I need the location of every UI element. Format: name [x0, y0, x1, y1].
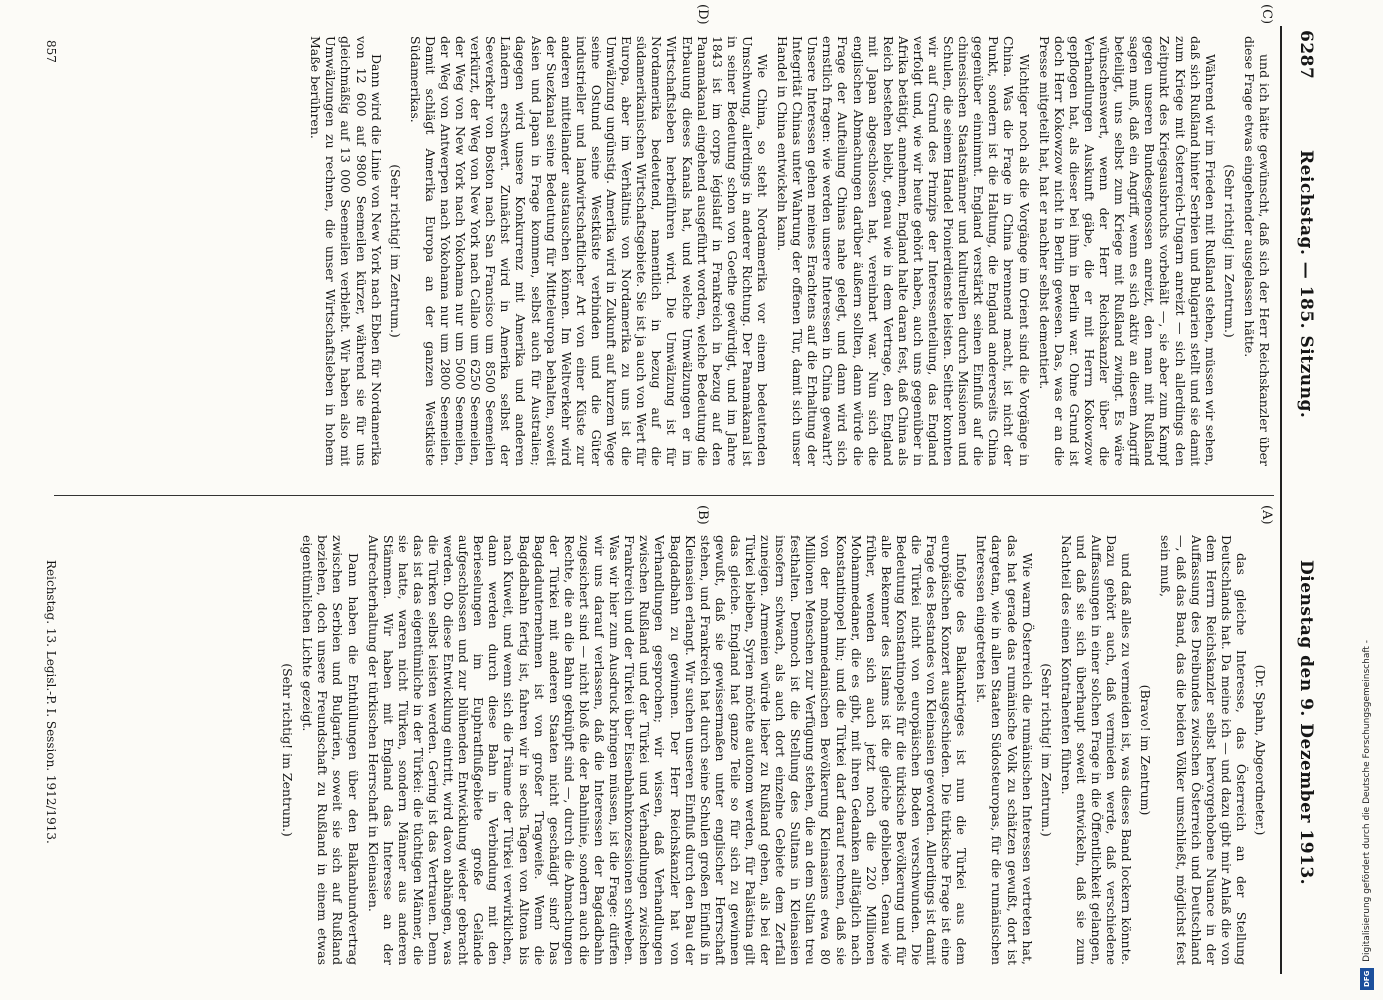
dfg-logo: DFG — [1360, 968, 1374, 990]
text-column-left — [72, 535, 1272, 965]
credit-text: Digitalisierung gefördert durch die Deutsche Forschungsgemeinschaft - — [1362, 640, 1372, 962]
paragraph: Wie China, so steht Nordamerika vor einem bedeutenden Umschwung, allerdings in anderer Richtung. Der Panamakanal ist in seiner Bedeutung schon von Goethe gewürdigt, und im Jahre 1843 ist im corps législatif in Frankreich in bezug auf den Panamakanal eingehend ausgeführt worden, welche Bedeutung die Erbauung dieses Kanals hat, und welche Umwälzungen er im Wirtschaftsleben herbeiführen wird. Die Umwälzung ist für Nordamerika bedeutend, namentlich in bezug auf die südamerikanischen Wirtschaftsgebiete. Sie ist ja auch von Wert für Europa, aber im Verhältnis von Nordamerika zu uns ist die Umwälzung ungünstig. Amerika wird in Zukunft auf kurzem Wege seine Ostund seine Westküste verbinden und die Güter industrieller und landwirtschaftlicher Art von einer Küste zur anderen mitteilander austauschen können. Im Weltverkehr wird der Suezkanal seine Bedeutung für Mitteleuropa behalten, soweit Asien und Japan in Frage kommen, selbst auch für Australien; dagegen wird unsere Konkurrenz mit Amerika und anderen Ländern erschwert. Zunächst wird in Amerika selbst der Seeverkehr von Boston nach San Francisco um 8500 Seemeilen verkürzt, der Weg von New York nach Callao um 6250 Seemeilen, der Weg von New York nach Yokohama nur um 5000 Seemeilen, der Weg von Antwerpen nach Yokohama nur um 2800 Seemeilen. Damit schlägt Amerika Europa an der ganzen Westküste Südamerikas. — [407, 36, 770, 466]
column-divider — [54, 495, 1274, 496]
paragraph: Dann wird die Linie von New York nach Ebben für Nordamerika von 12 600 auf 9800 Seemeilen kürzer, während sie für uns gleichmäßig auf 13 000 Seemeilen verbleibt. Wir haben also mit Umwälzungen zu rechnen, die unser Wirtschaftsleben in hohem Maße berühren. — [308, 36, 384, 466]
margin-marker-c: (C) — [1259, 4, 1274, 25]
margin-marker-d: (D) — [695, 4, 710, 25]
interjection: (Sehr richtig! im Zentrum.) — [387, 164, 403, 338]
paragraph: Infolge des Balkankrieges ist nun die Türkei aus dem europäischen Konzert ausgeschieden. Die türkische Frage ist eine Frage des Bestandes von Kleinasien geworden. Allerdings ist damit die Türkei nicht von europäischen Boden verschwunden. Die Bedeutung Konstantinopels für die türkische Bevölkerung und für alle Bekenner des Islams ist die gleiche geblieben. Genau wie früher, wenden sich auch jetzt noch die 220 Millionen Mohammedaner, die es gibt, mit ihren Gedanken alltäglich nach Konstantinopel hin; und die Türkei darf darauf rechnen, daß sie von der mohammedanischen Bevölkerung Kleinasiens etwa 80 Millionen Menschen zur Verfügung stehen, die an dem Sultan treu festhalten. Dennoch ist die Stellung des Sultans in Kleinasien insofern schwach, als auch dort einzelne Gebiete dem Zerfall zuneigen. Armenien würde lieber zu Rußland gehen, als bei der Türkei bleiben, Syrien möchte autonom werden, für Palästina gilt das gleiche. England hat ganze Teile so für sich zu gewinnen gewußt, daß sie gewissermaßen unter englischer Herrschaft stehen, und Frankreich hat durch seine Schulen großen Einfluß in Kleinasien erlangt. Wir suchen unseren Einfluß durch den Bau der Bagdadbahn zu gewinnen. Der Herr Reichskanzler hat von Verhandlungen gesprochen; wir wissen, daß Verhandlungen zwischen Rußland und der Türkei und Verhandlungen zwischen Frankreich und der Türkei über Eisenbahnkonzessionen schweben. Was wir hier zum Ausdruck bringen müssen, ist die Frage: dürfen wir uns darauf verlassen, daß die Interessen der Bagdadbahn zugesichert sind — nicht bloß die der Bahnlinie, sondern auch die Rechte, die an die Bahn geknüpft sind —, durch die Abmachungen der Türkei mit anderen Staaten nicht geschädigt sind? Das Bagdadunternehmen ist von großer Tragweite. Wenn die Bagdadbahn fertig ist, fahren wir in sechs Tagen von Altona bis nach Kuweit, und wenn sich die Träume der Türkei verwirklichen, dann werden durch diese Bahn in Verbindung mit den Berieselungen im Euphratflußgebiete große Gelände aufgeschlossen und zur blühenden Entwicklung wieder gebracht werden. Ob diese Entwicklung eintritt, wird davon abhängen, was die Türken selbst leisten werden. Gering ist das Vertrauen. Denn das ist das eigentümliche in der Türkei: die tüchtigen Männer, die sie hatte, waren nicht Türken, sondern Männer aus anderen Stämmen. Wir haben mit England das Interesse an der Aufrechterhaltung der türkischen Herrschaft in Kleinasien. — [365, 535, 970, 965]
footer-sheet-number: 857 — [44, 40, 58, 63]
interjection: (Sehr richtig! im Zentrum.) — [1038, 663, 1054, 837]
header-rule — [1280, 26, 1282, 974]
interjection: (Sehr richtig! im Zentrum.) — [280, 663, 296, 837]
header-date: Dienstag den 9. Dezember 1913. — [1296, 560, 1316, 886]
paragraph: Während wir im Frieden mit Rußland stehen, müssen wir sehen, daß sich Rußland hinter Serbien und Bulgarien stellt und sie damit zum Kriege mit Österreich-Ungarn anreizt — sich allerdings den Zeitpunkt des Kriegsausbruchs vorbehält —, sie aber zum Kampf gegen unseren Bundesgenossen anreizt, den man mit Rußland sagen muß, daß ein Angriff, wenn es sich aktiv an diesem Angriff beteiligt, uns selbst zum Kriege mit Rußland zwingt. Es wäre wünschenswert, wenn der Herr Reichskanzler über die Verhandlungen Auskunft gäbe, die er mit Herrn Kokowzow gepflogen hat, als dieser bei ihm in Berlin war. Ohne Grund ist doch Herr Kokowzow nicht in Berlin gewesen. Das, was er an die Presse mitgeteilt hat, hat er nachher selbst dementiert. — [1036, 36, 1218, 466]
speaker-note: (Dr. Spahn, Abgeordneter.) — [1253, 664, 1268, 836]
interjection: (Bravo! im Zentrum) — [1138, 684, 1154, 816]
paragraph: und daß alles zu vermeiden ist, was dieses Band lockern könnte. Dazu gehört auch, daß vermieden werde, daß verschiedene Auffassungen in einer solchen Frage in die Öffentlichkeit gelangen, und daß sie sich überhaupt soweit entwickeln, daß sie zum Nachteil des einen Kontrahenten führen. — [1058, 535, 1135, 965]
margin-marker-b: (B) — [695, 505, 710, 525]
paragraph: Wie warm Österreich die rumänischen Interessen vertreten hat, das hat gerade das rumänische Volk zu schätzen gewußt, dort ist dargetan, wie in allen Staaten Südosteuropas, für die rumänischen Interessen eingetreten ist. — [974, 535, 1035, 965]
footer-legislature: Reichstag. 13. Legisl.-P. I. Session. 1912/1913. — [44, 560, 58, 844]
paragraph: Dann haben die Enthüllungen über den Balkanbundvertrag zwischen Serbien und Bulgarien, soweit sie sich auf Rußland beziehen, doch unsere Freundschaft zu Rußland in einem etwas eigentümlichen Lichte gezeigt. — [300, 535, 361, 965]
digitization-credit — [1356, 10, 1378, 990]
paragraph: und ich hätte gewünscht, daß sich der Herr Reichskanzler über diese Frage etwas eingehender ausgelassen hätte. — [1241, 36, 1272, 466]
header-session: Reichstag. — 185. Sitzung. — [1296, 150, 1316, 419]
page-number: 6287 — [1296, 30, 1316, 80]
paragraph: Wichtiger noch als die Vorgänge im Orient sind die Vorgänge in China. Was die Frage in China brennend macht, ist nicht der Punkt, sondern ist die Haltung, die England andererseits China gegenüber einnimmt. England verstärkt seinen Einfluß auf die chinesischen Staatsmänner und kulturellen durch Missionen und Schulen, die seinem Handel Pionierdienste leisten. Seither konnten wir auf Grund des Prinzips der Interessenteilung, das England verfolgt und, wie wir heute gehört haben, auch uns gegenüber in Afrika betätigt, annehmen, England halte daran fest, daß China als Reich bestehen bleibt, genau wie in dem Vertrage, den England mit Japan abgeschlossen hat, vereinbart war. Nun sich die englischen Abmachungen darüber äußern sollten, dann würde die Frage der Aufteilung Chinas nahe gelegt, und dann wird sich ernstlich fragen: wie werden unsere Interessen in China gewahrt? Unsere Interessen gehen meines Erachtens auf die Erhaltung der Integrität Chinas unter Wahrung der offenen Tür, damit sich unser Handel in China entwickeln kann. — [775, 36, 1032, 466]
interjection: (Sehr richtig! im Zentrum.) — [1221, 164, 1237, 338]
paragraph: das gleiche Interesse, das Österreich an der Stellung Deutschlands hat. Da meine ich — und dazu gibt mir Anlaß die von dem Herrn Reichskanzler selbst hervorgehobene Nuance in der Auffassung des Dreibundes zwischen Österreich und Deutschland —, daß das Band, das die beiden Völker umschließt, möglichst fest sein muß, — [1158, 535, 1249, 965]
margin-marker-a: (A) — [1259, 505, 1274, 525]
text-column-right — [72, 36, 1272, 466]
